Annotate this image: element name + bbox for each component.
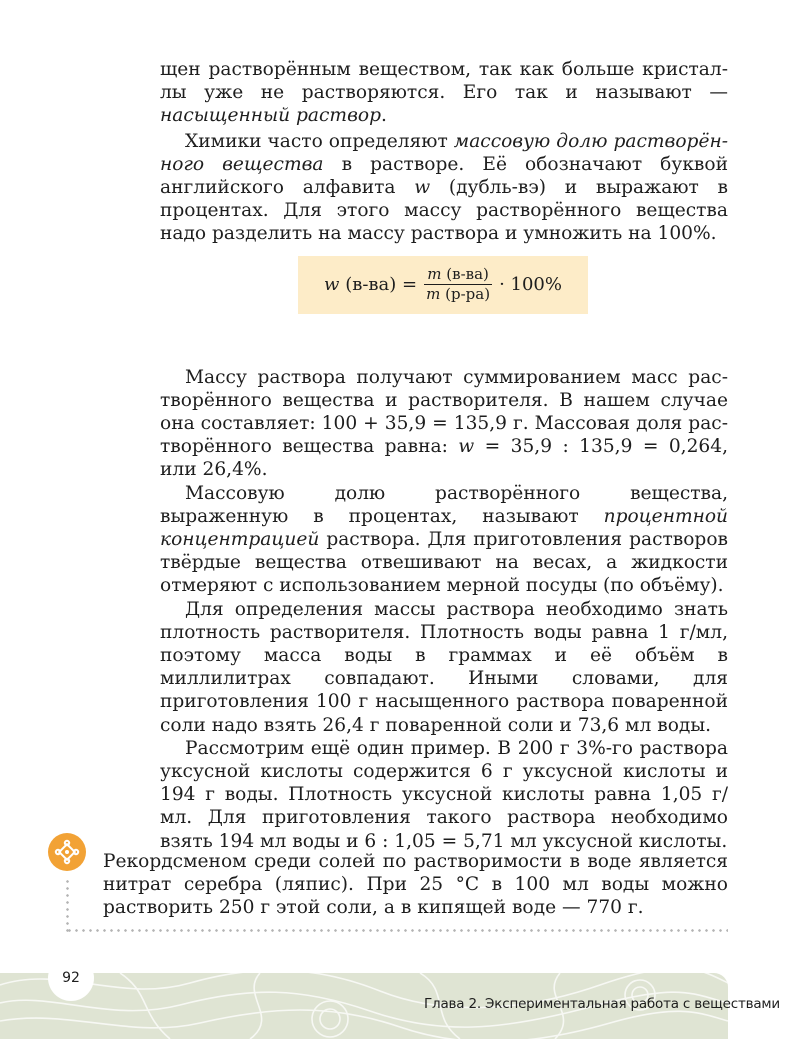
paragraph-6: Рассмотрим ещё один пример. В 200 г 3%-го раствора уксусной кислоты содержится 6 г уксусной кислоты и 194 г воды. Плотность уксусной кислоты равна 1,05 г/мл. Для приготовления такого раствора необходимо взять 194 мл воды и 6 : 1,05 = 5,71 мл уксусной кислоты. <box>160 737 728 852</box>
numerator-arg: (в-ва) <box>446 265 489 284</box>
text-run: (дубль-вэ) и выражают в процентах. Для этого массу растворённого вещества надо разделить на массу раствора и умножить на 100%. <box>160 177 728 245</box>
term-mass-fraction: массовую долю растворённого вещества <box>160 130 728 175</box>
text-run: Химики часто определяют <box>185 130 454 152</box>
text-run: = 35,9 : 135,9 = 0,264, или 26,4%. <box>160 436 728 481</box>
denominator-arg: (р-ра) <box>445 285 491 304</box>
term-saturated-solution: насыщенный раствор <box>160 105 381 127</box>
symbol-w: w <box>414 177 431 199</box>
formula-lhs-arg: (в-ва) = <box>345 274 418 296</box>
main-text <box>160 58 728 853</box>
symbol-w: w <box>458 436 475 458</box>
paragraph-2 <box>160 130 728 246</box>
chapter-title: Глава 2. Экспериментальная работа с веществами <box>424 996 780 1012</box>
text-run: Массовую долю растворённого вещества, выраженную в процентах, называют <box>160 482 728 527</box>
diamond-knot-icon <box>48 833 86 871</box>
paragraph-4 <box>160 482 728 598</box>
formula-section <box>160 246 728 366</box>
text-run: щен растворённым веществом, так как больше кристаллы уже не растворяются. Его так и называют — <box>160 59 728 104</box>
fact-text: Рекордсменом среди солей по растворимости в воде является нитрат серебра (ляпис). При 25 °С в 100 мл воды можно растворить 250 г этой соли, а в кипящей воде — 770 г. <box>103 851 728 919</box>
term-percent-concentration: процентной концентрацией <box>160 505 728 551</box>
text-run: в растворе. Её обозначают буквой английского алфавита <box>160 153 728 199</box>
paragraph-5: Для определения массы раствора необходимо знать плотность растворителя. Плотность воды равна 1 г/мл, поэтому масса воды в граммах и её объём в миллилитрах совпадают. Иными словами, для приготовления 100 г насыщенного раствора поваренной соли надо взять 26,4 г поваренной соли и 73,6 мл воды. <box>160 598 728 736</box>
formula-fraction <box>423 266 493 303</box>
text-run: раствора. Для приготовления растворов твёрдые вещества отвешивают на весах, а жидкости отмеряют с использованием мерной посуды (по объёму). <box>160 529 728 597</box>
fact-dotted-vertical <box>66 878 69 933</box>
formula-box <box>298 256 588 314</box>
paragraph-3 <box>160 366 728 482</box>
formula-tail: · 100% <box>499 274 562 296</box>
text-run: . <box>380 105 387 127</box>
formula-lhs-var: w <box>324 274 340 296</box>
page-number: 92 <box>48 955 94 1001</box>
paragraph-1 <box>160 58 728 128</box>
text-run: Массу раствора получают суммированием масс растворённого вещества и растворителя. В нашем случае она составляет: 100 + 35,9 = 135,9 г. Массовая доля растворённого вещества равна: <box>160 366 728 458</box>
denominator-var: m <box>426 285 441 304</box>
formula-denominator <box>423 285 493 303</box>
formula-numerator <box>424 266 492 285</box>
numerator-var: m <box>427 265 442 284</box>
fact-dotted-horizontal <box>66 929 728 932</box>
